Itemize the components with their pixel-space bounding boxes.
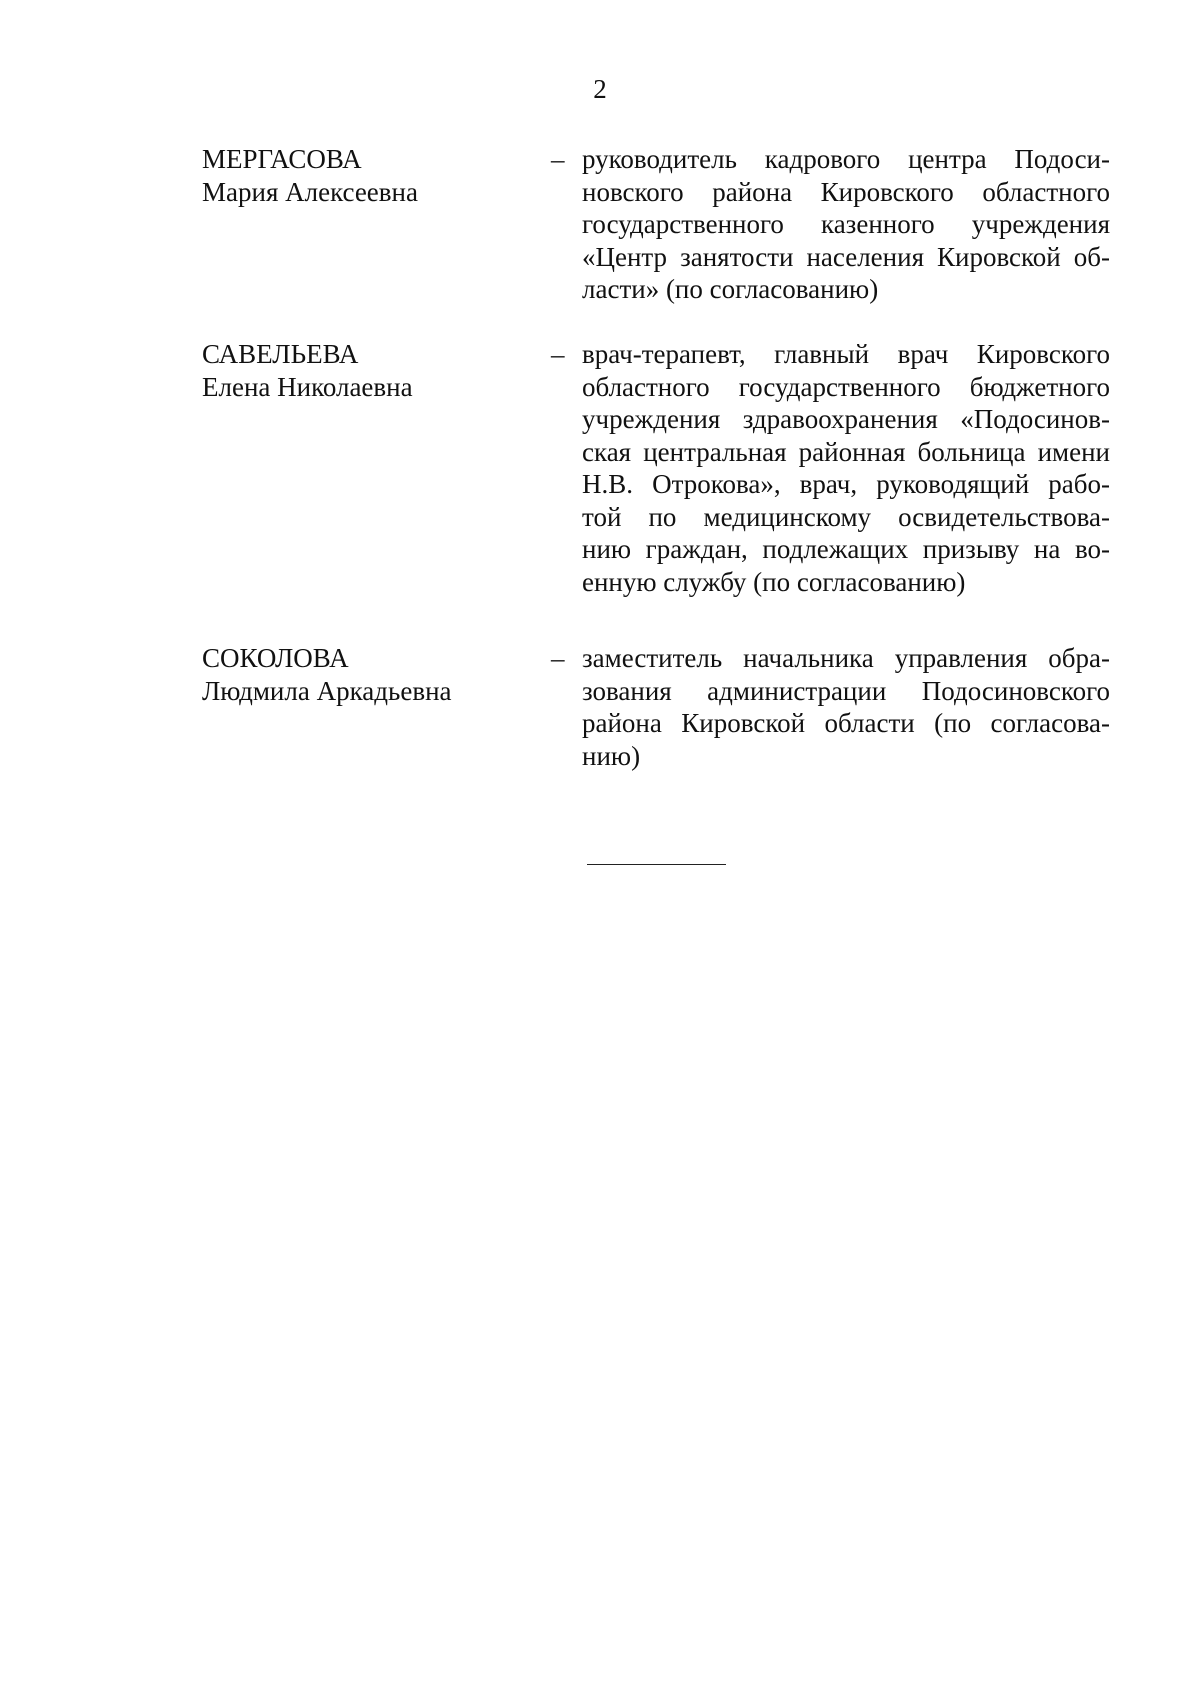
role-line: руководитель кадрового центра Подоси- xyxy=(582,144,1110,174)
member-surname: САВЕЛЬЕВА xyxy=(202,339,359,369)
role-line: той по медицинскому освидетельствова- xyxy=(582,501,1110,532)
role-line: «Центр занятости населения Кировской об- xyxy=(582,241,1110,272)
dash-separator: – xyxy=(551,643,565,673)
page-number: 2 xyxy=(593,74,607,104)
dash-separator: – xyxy=(551,144,565,174)
member-surname: СОКОЛОВА xyxy=(202,643,349,673)
role-line: заместитель начальника управления обра- xyxy=(582,643,1110,673)
role-line: врач-терапевт, главный врач Кировского xyxy=(582,339,1110,369)
end-of-list-rule xyxy=(587,864,726,865)
role-line: зования администрации Подосиновского xyxy=(582,675,1110,706)
role-line: областного государственного бюджетного xyxy=(582,371,1110,402)
member-name xyxy=(202,143,532,208)
dash-separator: – xyxy=(551,339,565,369)
member-name xyxy=(202,642,532,707)
role-line: государственного казенного учреждения xyxy=(582,209,1110,239)
role-line: новского района Кировского областного xyxy=(582,176,1110,207)
role-line: ская центральная районная больница имени xyxy=(582,436,1110,467)
role-line: нию граждан, подлежащих призыву на во- xyxy=(582,534,1110,564)
role-line: района Кировской области (по согласова- xyxy=(582,708,1110,738)
member-surname: МЕРГАСОВА xyxy=(202,144,362,174)
member-given-names: Мария Алексеевна xyxy=(202,176,418,207)
member-given-names: Людмила Аркадьевна xyxy=(202,675,452,706)
role-line: ласти» (по согласованию) xyxy=(582,274,879,304)
member-given-names: Елена Николаевна xyxy=(202,371,413,402)
role-line: учреждения здравоохранения «Подосинов- xyxy=(582,404,1110,434)
role-line: Н.В. Отрокова», врач, руководящий рабо- xyxy=(582,469,1110,499)
member-name xyxy=(202,338,532,403)
member-role xyxy=(582,143,1110,306)
member-role xyxy=(582,642,1110,772)
member-role xyxy=(582,338,1110,598)
role-line: нию) xyxy=(582,740,641,771)
role-line: енную службу (по согласованию) xyxy=(582,566,966,597)
